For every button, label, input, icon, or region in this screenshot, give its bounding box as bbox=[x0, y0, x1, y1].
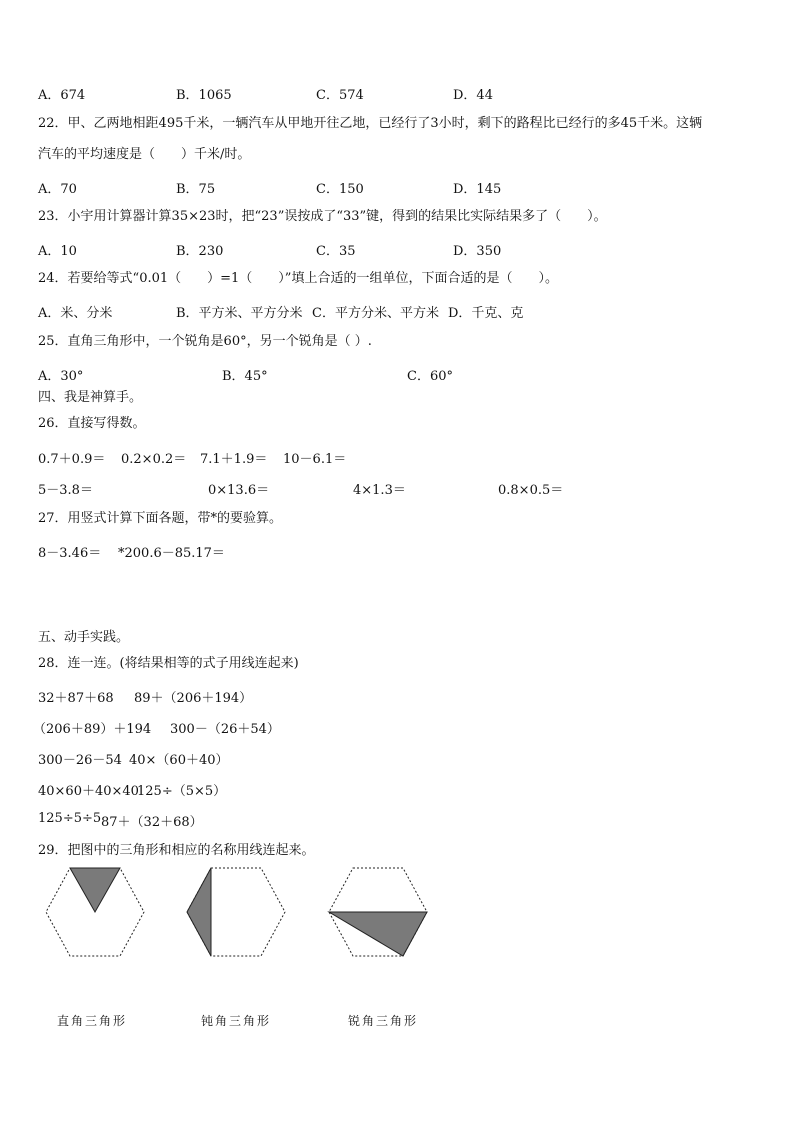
q24-option-b[interactable]: B．平方米、平方分米 bbox=[176, 306, 303, 321]
q26-expr: 0.7＋0.9＝ bbox=[38, 452, 106, 467]
q22-text-line2: 汽车的平均速度是（ ）千米/时。 bbox=[38, 147, 251, 162]
q28-right-expr[interactable]: 89＋（206＋194） bbox=[134, 691, 253, 706]
q28-left-expr[interactable]: （206＋89）＋194 bbox=[33, 722, 152, 737]
q28-right-expr[interactable]: 125÷（5×5） bbox=[137, 784, 227, 799]
q27-text: 27．用竖式计算下面各题，带*的要验算。 bbox=[38, 511, 283, 526]
q28-right-expr[interactable]: 40×（60＋40） bbox=[129, 753, 229, 768]
hexagon-figure-2[interactable] bbox=[183, 864, 289, 960]
q26-expr: 5－3.8＝ bbox=[38, 483, 93, 498]
q29-text: 29．把图中的三角形和相应的名称用线连起来。 bbox=[38, 843, 315, 858]
caption-right-triangle[interactable]: 直角三角形 bbox=[57, 1014, 128, 1028]
shaded-triangle[interactable] bbox=[187, 868, 211, 956]
q28-left-expr[interactable]: 125÷5÷5 bbox=[38, 811, 102, 826]
q26-expr: 0.8×0.5＝ bbox=[498, 483, 564, 498]
hexagon-figure-1[interactable] bbox=[42, 864, 148, 960]
q24-option-c[interactable]: C．平方分米、平方米 bbox=[312, 306, 439, 321]
q26-expr: 0×13.6＝ bbox=[208, 483, 270, 498]
q23-option-b[interactable]: B．230 bbox=[176, 244, 224, 259]
q23-option-c[interactable]: C．35 bbox=[316, 244, 356, 259]
q25-option-c[interactable]: C．60° bbox=[407, 369, 453, 384]
q21-option-c[interactable]: C．574 bbox=[316, 88, 364, 103]
q28-left-expr[interactable]: 300－26－54 bbox=[38, 753, 122, 768]
q21-option-a[interactable]: A．674 bbox=[38, 88, 86, 103]
q24-option-a[interactable]: A．米、分米 bbox=[38, 306, 113, 321]
q25-option-b[interactable]: B．45° bbox=[222, 369, 268, 384]
q26-expr: 0.2×0.2＝ bbox=[121, 452, 187, 467]
q22-option-d[interactable]: D．145 bbox=[453, 182, 502, 197]
q28-left-expr[interactable]: 40×60＋40×40 bbox=[38, 784, 139, 799]
q27-item: *200.6－85.17＝ bbox=[118, 546, 225, 561]
q28-right-expr[interactable]: 87＋（32＋68） bbox=[101, 815, 203, 830]
q26-expr: 10－6.1＝ bbox=[283, 452, 347, 467]
section-five-heading: 五、动手实践。 bbox=[38, 630, 130, 645]
section-four-heading: 四、我是神算手。 bbox=[38, 390, 143, 405]
shaded-triangle[interactable] bbox=[329, 912, 427, 956]
q24-option-d[interactable]: D．千克、克 bbox=[448, 306, 524, 321]
caption-acute-triangle[interactable]: 锐角三角形 bbox=[348, 1014, 419, 1028]
q25-text: 25．直角三角形中，一个锐角是60°，另一个锐角是（ ）. bbox=[38, 334, 372, 349]
q28-left-expr[interactable]: 32＋87＋68 bbox=[38, 691, 114, 706]
q25-option-a[interactable]: A．30° bbox=[38, 369, 84, 384]
q23-option-d[interactable]: D．350 bbox=[453, 244, 502, 259]
q28-right-expr[interactable]: 300－（26＋54） bbox=[170, 722, 280, 737]
q28-text: 28．连一连。(将结果相等的式子用线连起来) bbox=[38, 656, 299, 671]
q22-option-c[interactable]: C．150 bbox=[316, 182, 364, 197]
q24-text: 24．若要给等式“0.01（ ）=1（ ）”填上合适的一组单位，下面合适的是（ ）。 bbox=[38, 271, 558, 286]
q21-option-d[interactable]: D．44 bbox=[453, 88, 493, 103]
q23-text: 23．小宇用计算器计算35×23时，把“23”误按成了“33”键，得到的结果比实际结果多了（ ）。 bbox=[38, 209, 607, 224]
q26-expr: 4×1.3＝ bbox=[353, 483, 406, 498]
q23-option-a[interactable]: A．10 bbox=[38, 244, 77, 259]
q22-option-b[interactable]: B．75 bbox=[176, 182, 216, 197]
caption-obtuse-triangle[interactable]: 钝角三角形 bbox=[201, 1014, 272, 1028]
q22-option-a[interactable]: A．70 bbox=[38, 182, 77, 197]
q26-expr: 7.1＋1.9＝ bbox=[200, 452, 268, 467]
shaded-triangle[interactable] bbox=[70, 868, 120, 912]
q21-option-b[interactable]: B．1065 bbox=[176, 88, 232, 103]
q27-item: 8－3.46＝ bbox=[38, 546, 102, 561]
q22-text-line1: 22．甲、乙两地相距495千米，一辆汽车从甲地开往乙地，已经行了3小时，剩下的路程比已经行的多45千米。这辆 bbox=[38, 116, 703, 131]
q26-text: 26．直接写得数。 bbox=[38, 416, 146, 431]
hexagon-figure-3[interactable] bbox=[325, 864, 431, 960]
